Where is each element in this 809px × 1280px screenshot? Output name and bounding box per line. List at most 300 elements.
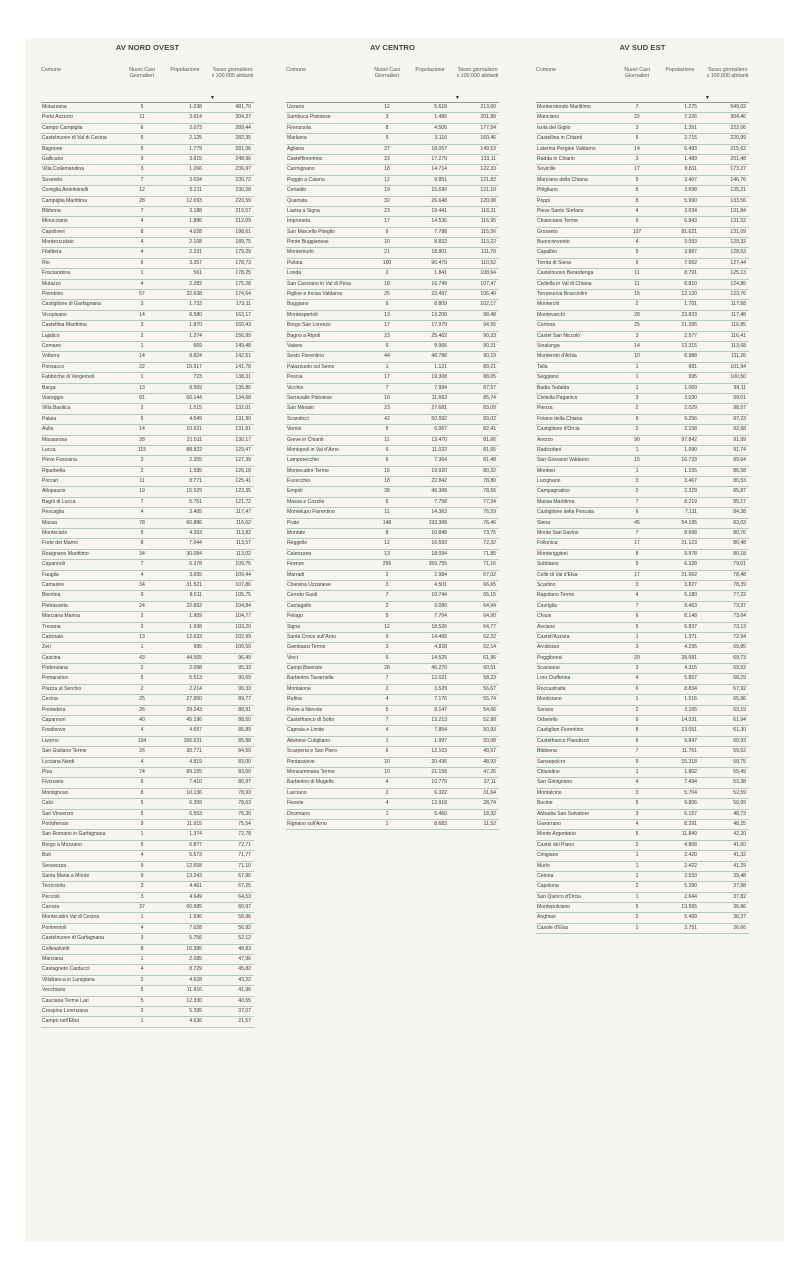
popolazione-cell: 9.463 bbox=[684, 602, 697, 609]
comune-cell: Lamporecchio bbox=[287, 457, 319, 464]
table-row bbox=[536, 217, 749, 227]
casi-cell: 17 bbox=[634, 166, 640, 173]
popolazione-cell: 1.997 bbox=[434, 737, 447, 744]
popolazione-cell: 5.857 bbox=[684, 675, 697, 682]
comune-cell: Pescaglia bbox=[42, 509, 65, 516]
comune-cell: Sambuca Pistoiese bbox=[287, 114, 331, 121]
popolazione-cell: 2.231 bbox=[189, 249, 202, 256]
casi-cell: 28 bbox=[634, 311, 640, 318]
comune-cell: Rosignano Marittimo bbox=[42, 550, 89, 557]
tasso-header[interactable]: Tasso giornaliero x 100.000 abitanti bbox=[706, 67, 749, 79]
table-row bbox=[41, 612, 254, 622]
casi-cell: 7 bbox=[635, 104, 639, 110]
casi-cell: 1 bbox=[140, 831, 144, 838]
popolazione-cell: 2.644 bbox=[684, 893, 697, 900]
table-row bbox=[286, 113, 499, 123]
table-row bbox=[536, 716, 749, 726]
casi-cell: 18 bbox=[384, 166, 390, 173]
comune-cell: Rufina bbox=[287, 696, 302, 703]
table-row bbox=[286, 581, 499, 591]
comune-cell: Bientina bbox=[42, 592, 61, 599]
comune-cell: Montevarchi bbox=[537, 311, 565, 318]
tasso-cell: 72,94 bbox=[733, 633, 746, 640]
table-row bbox=[41, 456, 254, 466]
table-header bbox=[536, 67, 749, 102]
table-row bbox=[536, 384, 749, 394]
area-title: AV NORD OVEST bbox=[115, 43, 180, 52]
popolazione-cell: 1.870 bbox=[189, 322, 202, 329]
table-row bbox=[286, 810, 499, 820]
table-row bbox=[536, 124, 749, 134]
casi-cell: 107 bbox=[632, 228, 642, 235]
comune-cell: Barberino Tavarnelle bbox=[287, 675, 334, 682]
popolazione-cell: 1.733 bbox=[189, 301, 202, 308]
comune-cell: Montecatini Val di Cecina bbox=[42, 914, 100, 921]
table-row bbox=[286, 664, 499, 674]
tasso-cell: 76,46 bbox=[483, 519, 496, 526]
comune-cell: Poggio a Caiano bbox=[287, 176, 325, 183]
tasso-cell: 111,70 bbox=[481, 249, 496, 256]
tasso-cell: 149,48 bbox=[235, 342, 251, 349]
casi-cell: 5 bbox=[385, 706, 389, 713]
casi-cell: 2 bbox=[140, 623, 144, 630]
tasso-cell: 37,11 bbox=[483, 779, 496, 786]
popolazione-cell: 10.848 bbox=[431, 530, 447, 537]
tasso-cell: 58,75 bbox=[733, 758, 746, 765]
table-row bbox=[41, 893, 254, 903]
tasso-cell: 67,02 bbox=[483, 571, 496, 578]
casi-cell: 6 bbox=[385, 457, 389, 464]
popolazione-cell: 14.714 bbox=[431, 166, 447, 173]
table-row bbox=[41, 1007, 254, 1017]
comune-cell: Scarlino bbox=[537, 581, 556, 588]
table-row bbox=[41, 633, 254, 643]
tasso-cell: 201,48 bbox=[730, 155, 746, 162]
tasso-cell: 95,33 bbox=[238, 665, 251, 672]
tasso-cell: 76,59 bbox=[483, 509, 496, 516]
comune-cell: Isola del Giglio bbox=[537, 124, 571, 131]
popolazione-header[interactable]: Popolazione bbox=[415, 67, 445, 73]
table-row bbox=[286, 571, 499, 581]
comune-header[interactable]: Comune bbox=[536, 67, 557, 73]
popolazione-cell: 9.569 bbox=[189, 384, 202, 391]
tasso-cell: 54,66 bbox=[483, 706, 496, 713]
comune-cell: Vaiano bbox=[287, 342, 303, 349]
table-row bbox=[41, 529, 254, 539]
comune-cell: Terranuova Bracciolini bbox=[537, 291, 588, 298]
comune-cell: Casole d'Elsa bbox=[537, 924, 568, 931]
casi-cell: 2 bbox=[140, 976, 144, 983]
casi-cell: 4 bbox=[385, 800, 389, 807]
table-row bbox=[286, 352, 499, 362]
comune-cell: San Miniato bbox=[287, 405, 314, 412]
tasso-cell: 127,39 bbox=[235, 457, 251, 464]
sort-desc-icon[interactable]: ▼ bbox=[210, 95, 215, 101]
tasso-cell: 102,17 bbox=[480, 301, 496, 308]
table-row bbox=[536, 404, 749, 414]
tasso-cell: 83,00 bbox=[238, 769, 251, 775]
popolazione-cell: 29.243 bbox=[186, 706, 202, 713]
table-row bbox=[286, 300, 499, 310]
table-row bbox=[536, 259, 749, 269]
tasso-cell: 37,82 bbox=[733, 893, 746, 900]
casi-cell: 9 bbox=[385, 301, 389, 308]
table-row bbox=[286, 436, 499, 446]
tasso-cell: 178,73 bbox=[235, 259, 251, 266]
popolazione-cell: 2.984 bbox=[434, 571, 447, 578]
comune-cell: Filattiera bbox=[42, 249, 62, 256]
popolazione-cell: 7.062 bbox=[684, 259, 697, 266]
comune-cell: Villa Collemandina bbox=[42, 166, 85, 173]
popolazione-cell: 19.920 bbox=[431, 467, 447, 474]
table-row bbox=[536, 768, 749, 778]
casi-cell: 4 bbox=[140, 758, 144, 765]
casi-cell: 3 bbox=[635, 789, 639, 796]
tasso-cell: 116,41 bbox=[730, 332, 746, 339]
tasso-cell: 45,82 bbox=[238, 966, 251, 973]
popolazione-cell: 10.779 bbox=[431, 779, 447, 786]
casi-cell: 4 bbox=[140, 966, 144, 973]
table-row bbox=[286, 529, 499, 539]
popolazione-cell: 6.493 bbox=[684, 145, 697, 152]
popolazione-cell: 5.751 bbox=[189, 498, 202, 505]
casi-cell: 5 bbox=[140, 145, 144, 152]
comune-cell: Foiano della Chiana bbox=[537, 415, 583, 422]
comune-cell: Cerreto Guidi bbox=[287, 592, 318, 599]
casi-cell: 7 bbox=[385, 592, 389, 599]
casi-cell: 5 bbox=[385, 135, 389, 142]
comune-cell: Castelfiorentino bbox=[287, 155, 323, 162]
popolazione-cell: 8.988 bbox=[684, 353, 697, 360]
comune-cell: Civitella in Val di Chiana bbox=[537, 280, 592, 287]
comune-cell: Londa bbox=[287, 270, 302, 277]
comune-cell: Bagno a Ripoli bbox=[287, 332, 321, 339]
popolazione-cell: 7.226 bbox=[684, 114, 697, 121]
comune-cell: Monticiano bbox=[537, 696, 562, 703]
popolazione-cell: 3.116 bbox=[434, 135, 447, 142]
casi-cell: 17 bbox=[384, 218, 390, 225]
popolazione-cell: 5.618 bbox=[434, 104, 447, 110]
comune-cell: Riparbella bbox=[42, 467, 65, 474]
tasso-cell: 81,65 bbox=[483, 446, 496, 453]
table-row bbox=[286, 425, 499, 435]
popolazione-cell: 81.621 bbox=[681, 228, 697, 235]
tasso-cell: 117,47 bbox=[235, 509, 251, 516]
table-row bbox=[41, 487, 254, 497]
casi-cell: 5 bbox=[140, 530, 144, 537]
comune-cell: Loro Ciuffenna bbox=[537, 675, 571, 682]
comune-cell: Collesalvetti bbox=[42, 945, 70, 952]
table-row bbox=[536, 373, 749, 383]
popolazione-cell: 359.755 bbox=[428, 561, 447, 568]
popolazione-cell: 981 bbox=[688, 363, 697, 370]
popolazione-cell: 6.328 bbox=[684, 561, 697, 568]
tasso-cell: 173,11 bbox=[235, 301, 251, 308]
table-row bbox=[41, 321, 254, 331]
casi-cell: 11 bbox=[634, 280, 640, 287]
popolazione-cell: 14.525 bbox=[431, 654, 447, 661]
tasso-cell: 56,92 bbox=[238, 924, 251, 931]
tasso-cell: 60,93 bbox=[733, 737, 746, 744]
comune-cell: Colle di Val d'Elsa bbox=[537, 571, 578, 578]
casi-cell: 2 bbox=[635, 706, 639, 713]
casi-cell: 1 bbox=[635, 446, 639, 453]
table-row bbox=[41, 394, 254, 404]
tasso-cell: 86,58 bbox=[733, 467, 746, 474]
sort-desc-icon[interactable]: ▼ bbox=[455, 95, 460, 101]
casi-cell: 1 bbox=[635, 852, 639, 859]
comune-cell: Civitella Paganico bbox=[537, 394, 578, 401]
popolazione-cell: 6.837 bbox=[684, 623, 697, 630]
popolazione-cell: 9.806 bbox=[684, 800, 697, 807]
casi-cell: 17 bbox=[634, 571, 640, 578]
tasso-cell: 91,74 bbox=[733, 446, 746, 453]
comune-cell: Castiglione della Pescaia bbox=[537, 509, 594, 516]
comune-cell: Ponsacco bbox=[42, 363, 65, 370]
comune-cell: Castellina Marittima bbox=[42, 322, 87, 329]
table-row bbox=[536, 467, 749, 477]
table-row bbox=[286, 695, 499, 705]
table-row bbox=[41, 519, 254, 529]
table-row bbox=[286, 134, 499, 144]
popolazione-header[interactable]: Popolazione bbox=[170, 67, 200, 73]
tasso-cell: 68,29 bbox=[733, 675, 746, 682]
tasso-cell: 69,73 bbox=[733, 654, 746, 661]
casi-cell: 8 bbox=[635, 197, 639, 204]
comune-cell: Agliana bbox=[287, 145, 304, 152]
popolazione-header[interactable]: Popolazione bbox=[665, 67, 695, 73]
comune-cell: Capalbio bbox=[537, 249, 558, 256]
comune-header[interactable]: Comune bbox=[286, 67, 307, 73]
casi-cell: 78 bbox=[139, 519, 145, 526]
casi-cell: 4 bbox=[635, 207, 639, 214]
comune-cell: Castellina in Chianti bbox=[537, 135, 583, 142]
casi-cell: 9 bbox=[385, 228, 389, 235]
casi-cell: 10 bbox=[384, 394, 390, 401]
casi-cell: 15 bbox=[634, 457, 640, 464]
popolazione-cell: 8.791 bbox=[684, 270, 697, 277]
tasso-cell: 141,78 bbox=[235, 363, 251, 370]
table-row bbox=[41, 903, 254, 913]
tasso-cell: 36,37 bbox=[733, 914, 746, 921]
comune-cell: Tresana bbox=[42, 623, 61, 630]
table-row bbox=[286, 508, 499, 518]
comune-cell: Castell'Azzara bbox=[537, 633, 570, 640]
tasso-cell: 100,50 bbox=[235, 644, 251, 651]
comune-cell: Castelnuovo di Val di Cecina bbox=[42, 135, 107, 142]
tasso-cell: 116,95 bbox=[480, 218, 496, 225]
popolazione-cell: 1.274 bbox=[189, 332, 202, 339]
comune-cell: Pelago bbox=[287, 613, 303, 620]
tasso-cell: 123,76 bbox=[730, 291, 746, 298]
popolazione-cell: 9.256 bbox=[684, 415, 697, 422]
casi-cell: 1 bbox=[140, 644, 144, 651]
casi-cell: 37 bbox=[139, 904, 145, 911]
comune-cell: Castagneto Carducci bbox=[42, 966, 90, 973]
comune-cell: Montaione bbox=[287, 685, 311, 692]
popolazione-cell: 5.573 bbox=[189, 852, 202, 859]
comune-cell: Pontedera bbox=[42, 706, 66, 713]
casi-cell: 9 bbox=[635, 758, 639, 765]
popolazione-cell: 1.038 bbox=[189, 104, 202, 110]
comune-cell: Bucine bbox=[537, 800, 553, 807]
area-title: AV CENTRO bbox=[369, 43, 416, 52]
popolazione-cell: 54.195 bbox=[681, 519, 697, 526]
table-row bbox=[286, 176, 499, 186]
tasso-header[interactable]: Tasso giornaliero x 100.000 abitanti bbox=[211, 67, 254, 79]
comune-cell: Scansano bbox=[537, 665, 560, 672]
popolazione-cell: 2.533 bbox=[684, 872, 697, 879]
casi-cell: 5 bbox=[385, 613, 389, 620]
casi-cell: 44 bbox=[384, 353, 390, 360]
table-row bbox=[286, 498, 499, 508]
comune-cell: Uzzano bbox=[287, 104, 305, 110]
table-row bbox=[536, 893, 749, 903]
popolazione-cell: 2.422 bbox=[684, 862, 697, 869]
table-row bbox=[41, 913, 254, 923]
popolazione-cell: 22.842 bbox=[431, 478, 447, 485]
tasso-cell: 78,63 bbox=[238, 800, 251, 807]
casi-cell: 1 bbox=[140, 270, 144, 277]
popolazione-cell: 9.824 bbox=[189, 353, 202, 360]
table-row bbox=[536, 550, 749, 560]
table-row bbox=[41, 799, 254, 809]
popolazione-cell: 25.462 bbox=[431, 332, 447, 339]
area-title: AV SUD EST bbox=[619, 43, 666, 52]
popolazione-cell: 3.615 bbox=[189, 155, 202, 162]
casi-cell: 2 bbox=[635, 426, 639, 433]
comune-cell: Quarrata bbox=[287, 197, 308, 204]
tasso-cell: 108,64 bbox=[480, 270, 496, 277]
casi-cell: 2 bbox=[140, 467, 144, 474]
table-row bbox=[536, 758, 749, 768]
popolazione-cell: 1.841 bbox=[434, 270, 447, 277]
casi-cell: 14 bbox=[634, 342, 640, 349]
casi-cell: 2 bbox=[385, 602, 389, 609]
popolazione-cell: 3.614 bbox=[189, 114, 202, 121]
casi-cell: 1 bbox=[140, 342, 144, 349]
table-row bbox=[286, 238, 499, 248]
comune-cell: Signa bbox=[287, 623, 301, 630]
tasso-cell: 50,93 bbox=[483, 727, 496, 734]
casi-cell: 8 bbox=[140, 789, 144, 796]
tasso-cell: 43,22 bbox=[238, 976, 251, 983]
comune-cell: Marliana bbox=[287, 135, 307, 142]
popolazione-cell: 4.819 bbox=[189, 758, 202, 765]
tasso-cell: 116,62 bbox=[235, 519, 251, 526]
popolazione-cell: 27.681 bbox=[431, 405, 447, 412]
tasso-cell: 163,17 bbox=[235, 311, 251, 318]
tasso-cell: 64,94 bbox=[483, 602, 496, 609]
table-row bbox=[536, 841, 749, 851]
tasso-cell: 131,90 bbox=[235, 415, 251, 422]
casi-header[interactable]: Nuovi Casi Giornalieri bbox=[624, 67, 650, 79]
table-row bbox=[536, 321, 749, 331]
sort-desc-icon[interactable]: ▼ bbox=[705, 95, 710, 101]
popolazione-cell: 90.479 bbox=[431, 259, 447, 266]
popolazione-cell: 3.407 bbox=[684, 176, 697, 183]
tasso-header[interactable]: Tasso giornaliero x 100.000 abitanti bbox=[456, 67, 499, 79]
casi-cell: 4 bbox=[140, 924, 144, 931]
comune-cell: Capannoli bbox=[42, 561, 65, 568]
casi-cell: 5 bbox=[140, 675, 144, 682]
comune-header[interactable]: Comune bbox=[41, 67, 62, 73]
tasso-cell: 11,52 bbox=[483, 820, 496, 827]
popolazione-cell: 6.322 bbox=[434, 789, 447, 796]
comune-cell: Figline e Incisa Valdarno bbox=[287, 291, 343, 298]
table-row bbox=[536, 238, 749, 248]
popolazione-cell: 1.371 bbox=[684, 633, 697, 640]
tasso-cell: 41,96 bbox=[238, 987, 251, 994]
tasso-cell: 133,56 bbox=[730, 197, 746, 204]
casi-cell: 19 bbox=[384, 187, 390, 194]
casi-cell: 1 bbox=[140, 374, 144, 381]
tasso-cell: 549,02 bbox=[730, 104, 746, 110]
popolazione-cell: 15.517 bbox=[186, 363, 202, 370]
casi-header[interactable]: Nuovi Casi Giornalieri bbox=[374, 67, 400, 79]
casi-cell: 3 bbox=[635, 665, 639, 672]
tasso-cell: 88,50 bbox=[238, 717, 251, 724]
tasso-cell: 212,09 bbox=[235, 218, 251, 225]
comune-cell: Piombino bbox=[42, 291, 64, 298]
table-row bbox=[536, 820, 749, 830]
popolazione-cell: 23.833 bbox=[681, 311, 697, 318]
casi-cell: 5 bbox=[635, 249, 639, 256]
casi-cell: 5 bbox=[635, 187, 639, 194]
comune-cell: Cecina bbox=[42, 696, 58, 703]
comune-cell: Pontremoli bbox=[42, 924, 67, 931]
casi-cell: 2 bbox=[385, 789, 389, 796]
tasso-cell: 129,47 bbox=[235, 446, 251, 453]
comune-cell: Impruneta bbox=[287, 218, 310, 225]
casi-cell: 3 bbox=[635, 124, 639, 131]
popolazione-cell: 10.621 bbox=[186, 426, 202, 433]
popolazione-cell: 18.526 bbox=[431, 623, 447, 630]
comune-cell: Montieri bbox=[537, 467, 556, 474]
popolazione-cell: 11.916 bbox=[186, 987, 202, 994]
tasso-cell: 131,09 bbox=[730, 228, 746, 235]
table-row bbox=[286, 778, 499, 788]
popolazione-cell: 10.136 bbox=[186, 789, 202, 796]
tasso-cell: 78,93 bbox=[238, 789, 251, 796]
table-row bbox=[41, 955, 254, 965]
popolazione-cell: 12.021 bbox=[431, 675, 447, 682]
popolazione-cell: 3.034 bbox=[684, 207, 697, 214]
popolazione-cell: 27.850 bbox=[186, 696, 202, 703]
tasso-cell: 47,96 bbox=[238, 956, 251, 963]
tasso-cell: 121,10 bbox=[480, 187, 496, 194]
table-row bbox=[536, 695, 749, 705]
table-row bbox=[41, 332, 254, 342]
comune-cell: Montespertoli bbox=[287, 311, 318, 318]
casi-cell: 7 bbox=[385, 675, 389, 682]
comune-cell: Monte San Savino bbox=[537, 530, 579, 537]
tasso-cell: 91,99 bbox=[733, 436, 746, 443]
table-row bbox=[536, 134, 749, 144]
casi-header[interactable]: Nuovi Casi Giornalieri bbox=[129, 67, 155, 79]
popolazione-cell: 1.121 bbox=[434, 363, 447, 370]
comune-cell: Abbadia San Salvatore bbox=[537, 810, 590, 817]
casi-cell: 7 bbox=[140, 207, 144, 214]
comune-cell: Capraia e Limite bbox=[287, 727, 325, 734]
casi-cell: 1 bbox=[635, 862, 639, 869]
casi-cell: 9 bbox=[140, 872, 144, 879]
comune-cell: Mulazzo bbox=[42, 280, 61, 287]
popolazione-cell: 6.378 bbox=[189, 561, 202, 568]
popolazione-cell: 7.788 bbox=[434, 228, 447, 235]
table-row bbox=[41, 674, 254, 684]
table-row bbox=[536, 248, 749, 258]
